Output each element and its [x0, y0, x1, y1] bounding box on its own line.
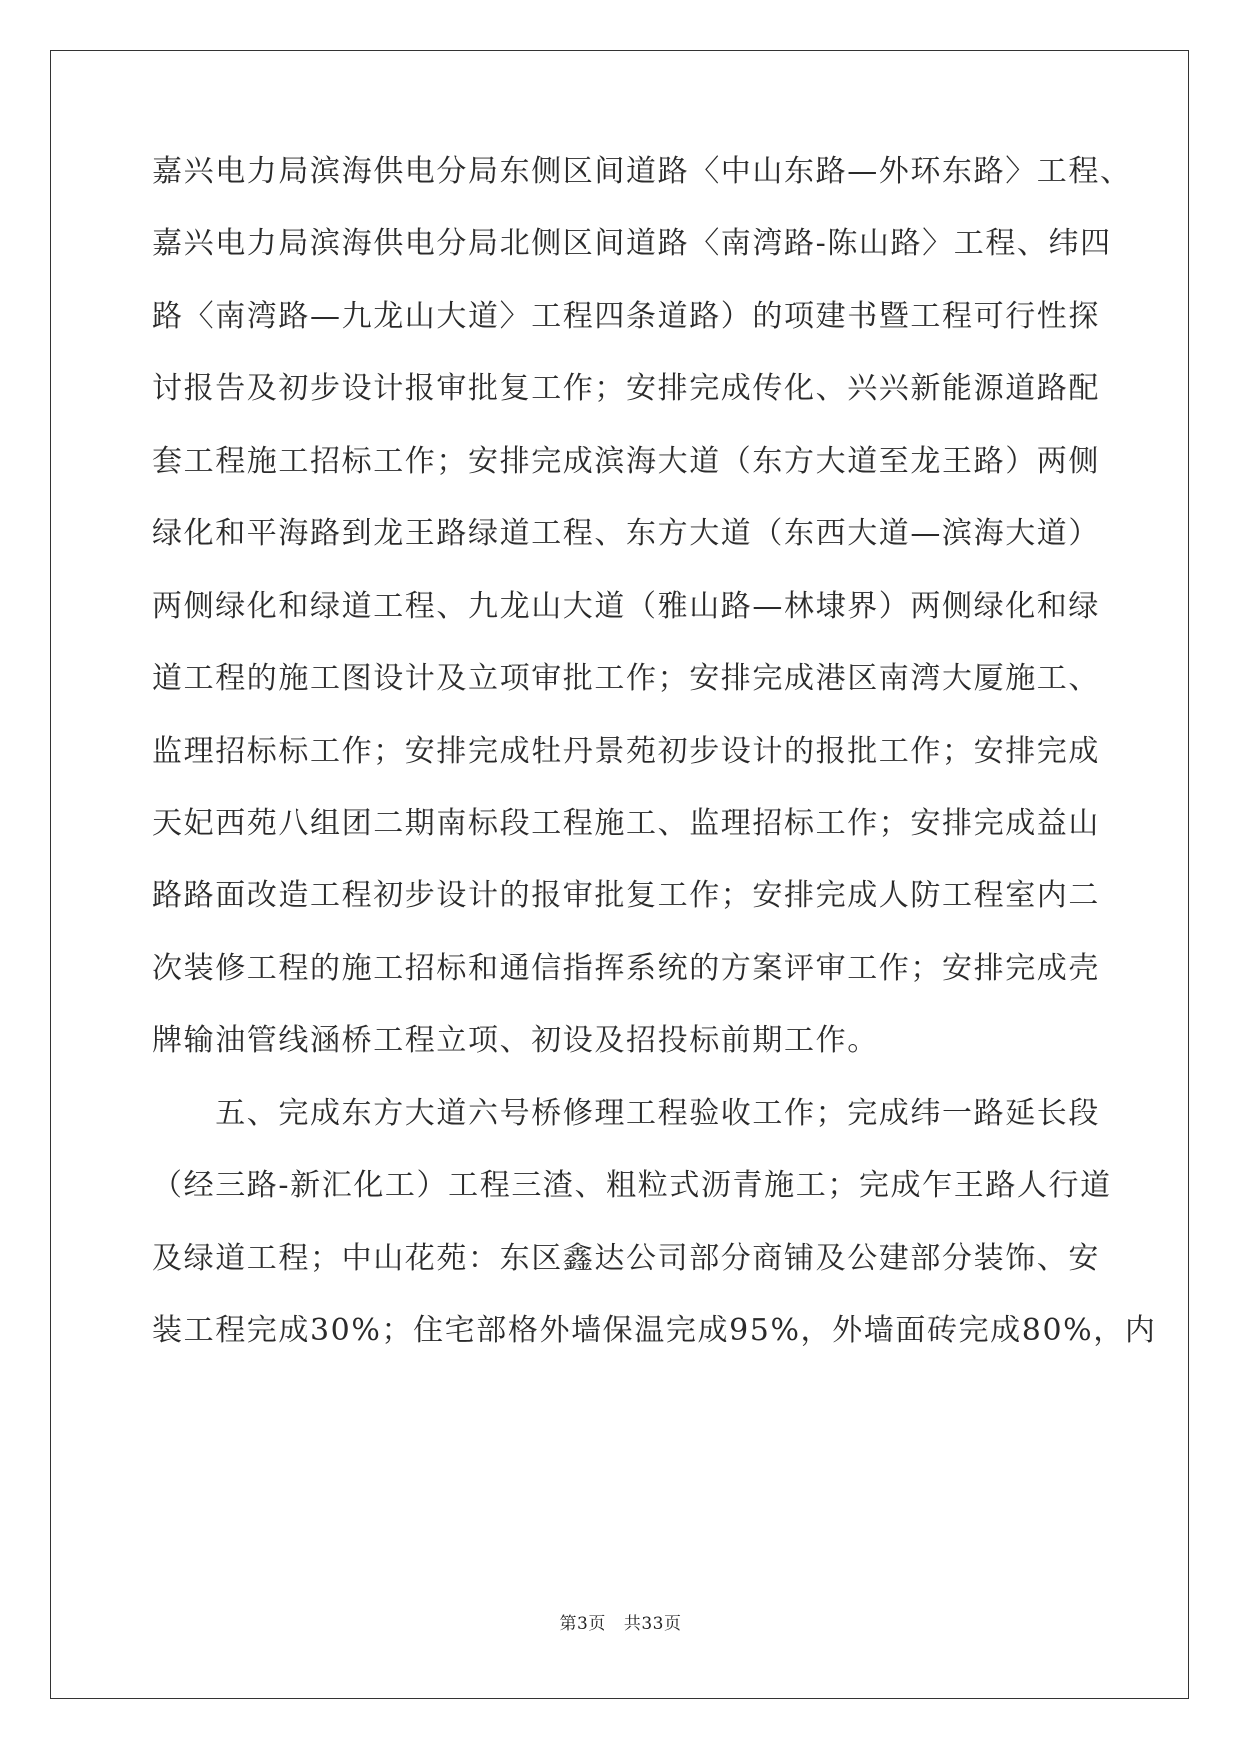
body-text-line: 监理招标标工作；安排完成牡丹景苑初步设计的报批工作；安排完成 — [152, 734, 1100, 769]
body-text-line: 装工程完成30%；住宅部格外墙保温完成95%，外墙面砖完成80%，内 — [152, 1313, 1157, 1348]
body-text-line: 两侧绿化和绿道工程、九龙山大道（雅山路—林埭界）两侧绿化和绿 — [152, 589, 1100, 624]
page-total: 共33页 — [623, 1614, 682, 1634]
body-text-line: 道工程的施工图设计及立项审批工作；安排完成港区南湾大厦施工、 — [152, 661, 1100, 696]
body-text-line: 牌输油管线涵桥工程立项、初设及招投标前期工作。 — [152, 1023, 879, 1058]
body-text-line: （经三路-新汇化工）工程三渣、粗粒式沥青施工；完成乍王路人行道 — [152, 1168, 1112, 1203]
body-text-line: 及绿道工程；中山花苑：东区鑫达公司部分商铺及公建部分装饰、安 — [152, 1241, 1100, 1276]
body-text-line: 嘉兴电力局滨海供电分局北侧区间道路〈南湾路-陈山路〉工程、纬四 — [152, 226, 1112, 261]
body-text-line: 嘉兴电力局滨海供电分局东侧区间道路〈中山东路—外环东路〉工程、 — [152, 154, 1132, 189]
body-text-line: 绿化和平海路到龙王路绿道工程、东方大道（东西大道—滨海大道） — [152, 516, 1100, 551]
body-text-line: 路〈南湾路—九龙山大道〉工程四条道路）的项建书暨工程可行性探 — [152, 299, 1100, 334]
body-text-line: 套工程施工招标工作；安排完成滨海大道（东方大道至龙王路）两侧 — [152, 444, 1100, 479]
page-footer — [0, 1612, 1241, 1636]
body-text-line: 天妃西苑八组团二期南标段工程施工、监理招标工作；安排完成益山 — [152, 806, 1100, 841]
body-text-line: 路路面改造工程初步设计的报审批复工作；安排完成人防工程室内二 — [152, 878, 1100, 913]
body-text-line: 五、完成东方大道六号桥修理工程验收工作；完成纬一路延长段 — [152, 1096, 1100, 1131]
body-text-line: 讨报告及初步设计报审批复工作；安排完成传化、兴兴新能源道路配 — [152, 371, 1100, 406]
page-number: 第3页 — [559, 1614, 606, 1634]
body-text-line: 次装修工程的施工招标和通信指挥系统的方案评审工作；安排完成壳 — [152, 951, 1100, 986]
